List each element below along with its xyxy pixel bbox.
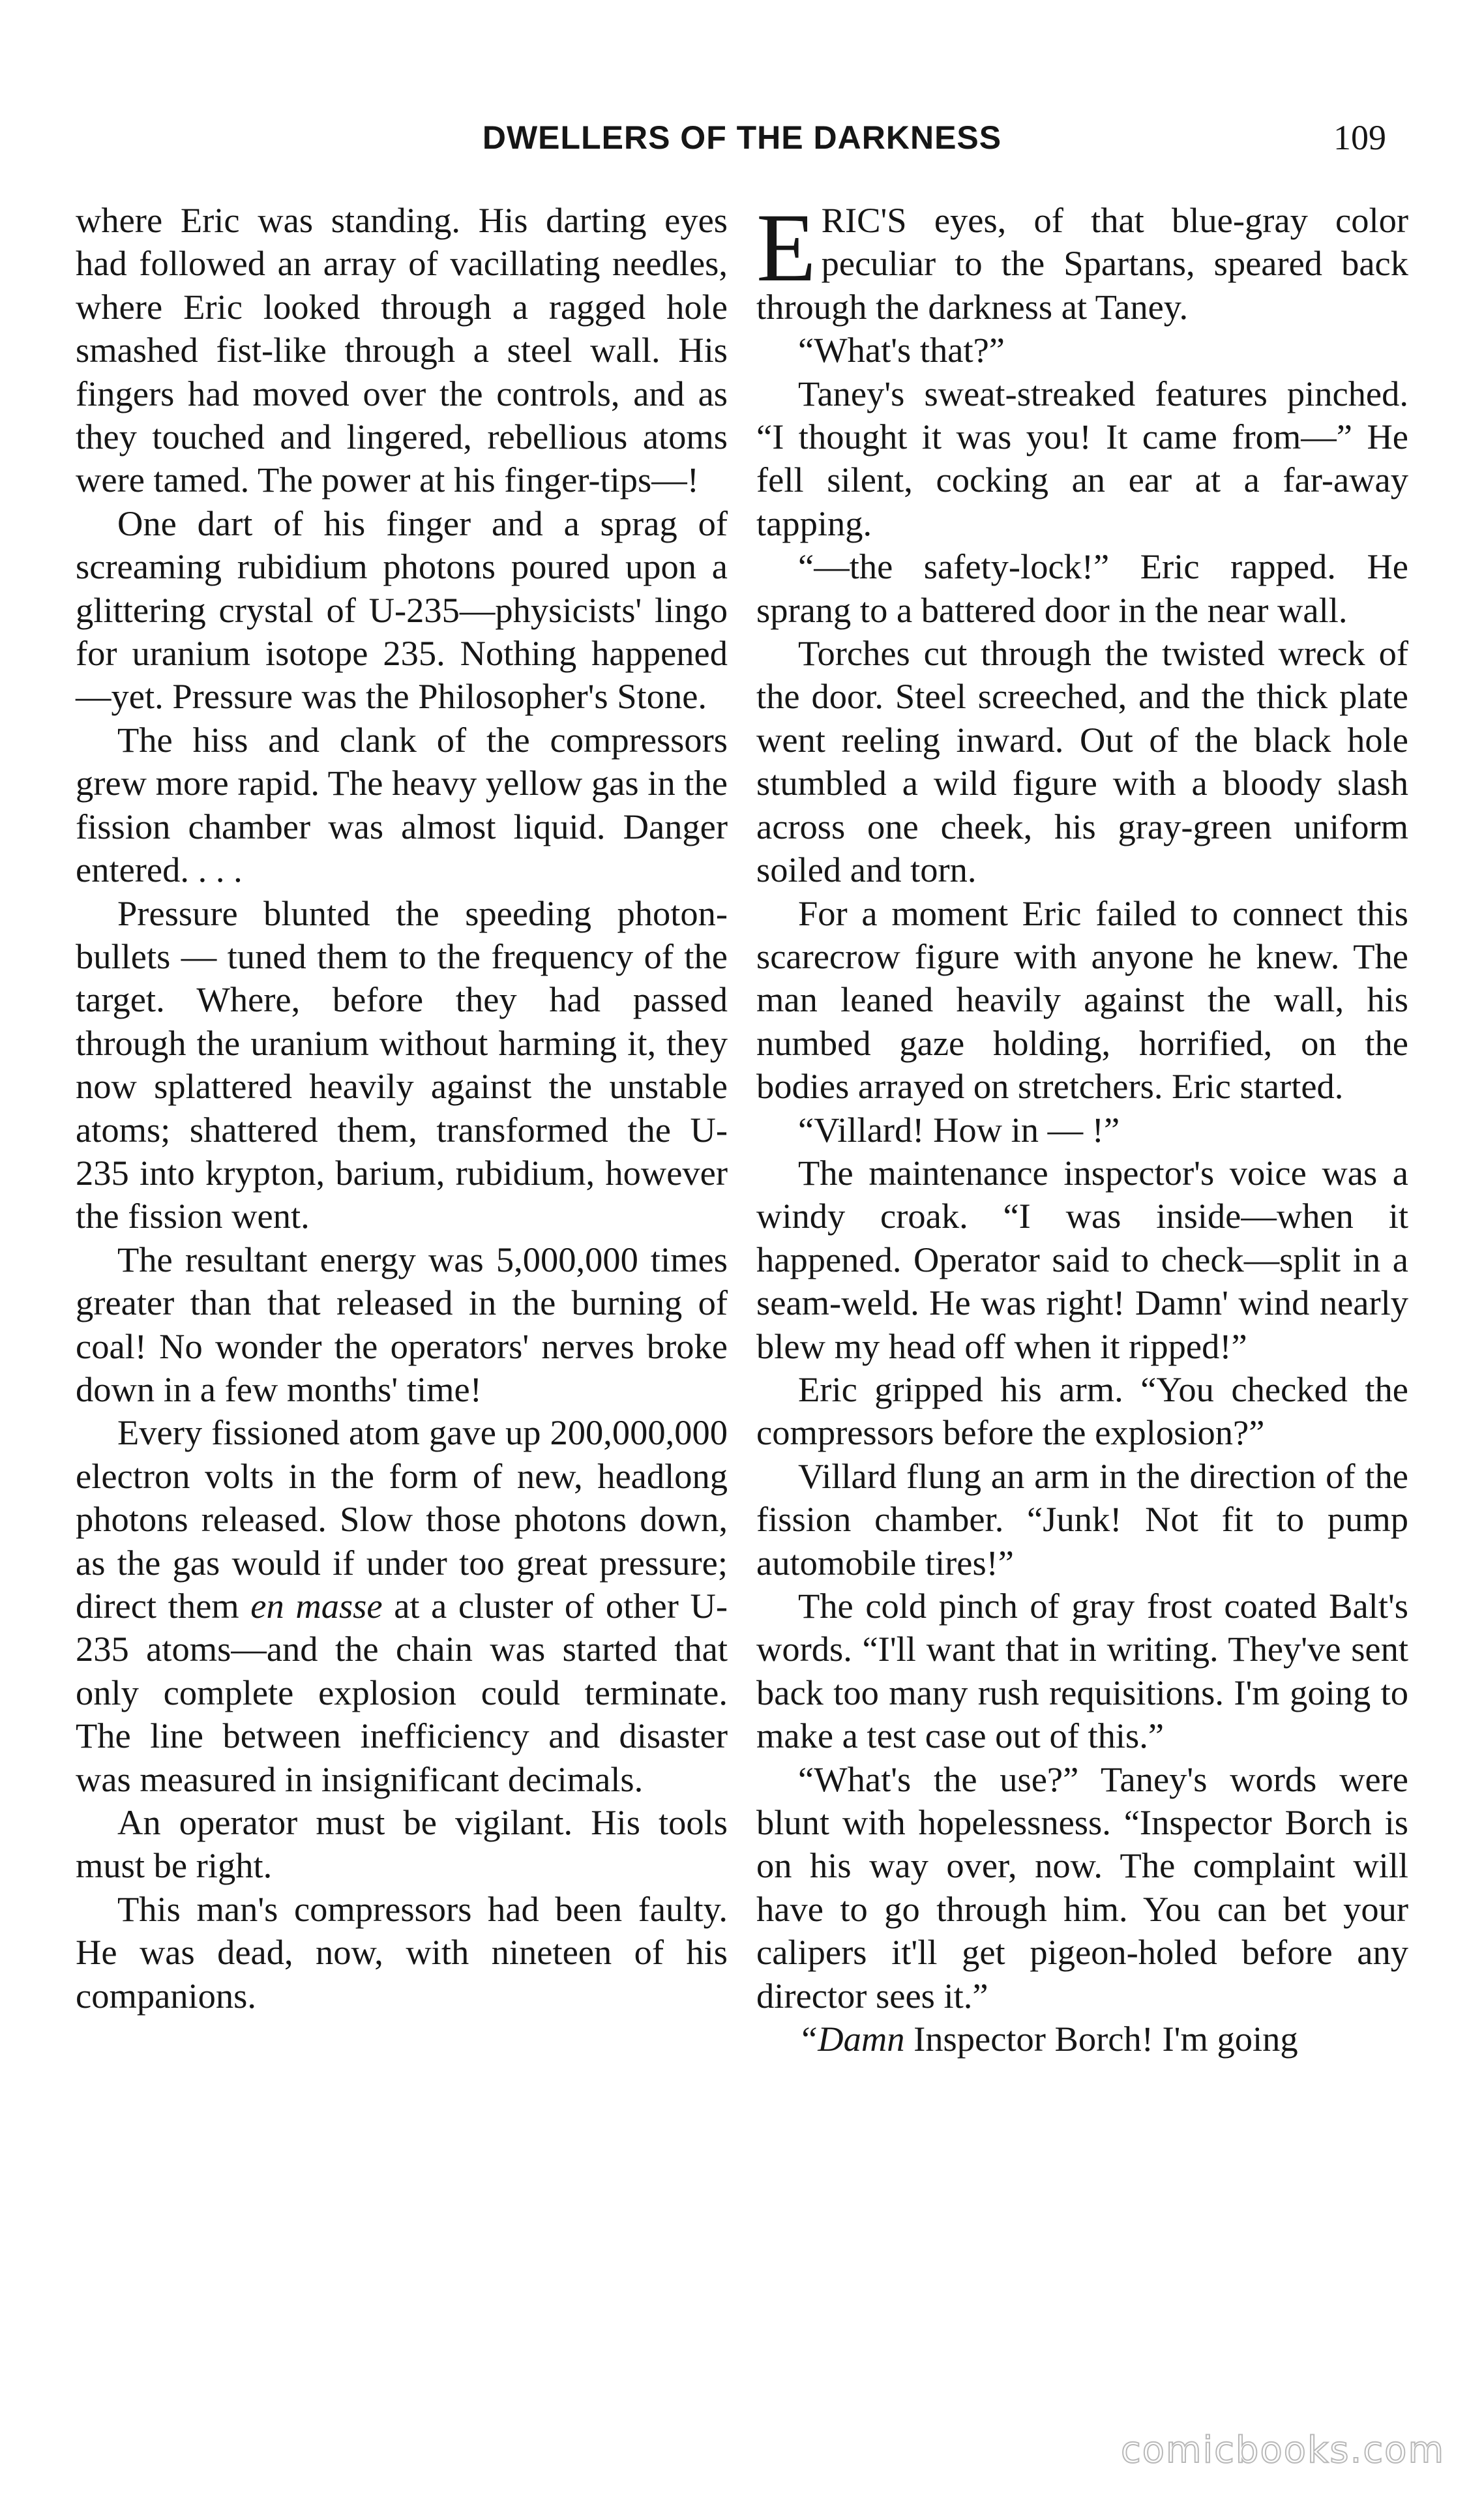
- paragraph: Villard flung an arm in the direction of the fission chamber. “Junk! Not fit to pump automobile tires!”: [756, 1455, 1408, 1583]
- paragraph: Torches cut through the twisted wreck of the door. Steel screeched, and the thick plate went reeling inward. Out of the black hole stumbled a wild figure with a bloody slash across one cheek, his gray-green uniform soiled and torn.: [756, 633, 1408, 890]
- italic-phrase: en masse: [250, 1586, 383, 1626]
- paragraph: [756, 2018, 1408, 2061]
- paragraph: [76, 1411, 728, 1801]
- paragraph: This man's compressors had been faulty. He was dead, now, with nineteen of his companions.: [76, 1888, 728, 2016]
- paragraph: Eric gripped his arm. “You checked the compressors before the explosion?”: [756, 1369, 1408, 1453]
- right-column: [756, 194, 1408, 2061]
- paragraph: The maintenance inspector's voice was a windy croak. “I was inside—when it happened. Operator said to check—split in a seam-weld. He was right! Damn' wind nearly blew my head off when it ripped!”: [756, 1152, 1408, 1366]
- paragraph: “Villard! How in — !”: [798, 1109, 1120, 1150]
- page-number: 109: [1333, 118, 1386, 157]
- paragraph-text: Inspector Borch! I'm going: [904, 2019, 1298, 2059]
- paragraph: The hiss and clank of the compressors grew more rapid. The heavy yellow gas in the fission chamber was almost liquid. Danger entered. . . .: [76, 719, 728, 890]
- page-header: [0, 111, 1484, 163]
- paragraph: The cold pinch of gray frost coated Balt's words. “I'll want that in writing. They've sent back too many rush requisitions. I'm going to make a test case out of this.”: [756, 1586, 1408, 1756]
- paragraph-text: RIC'S eyes, of that blue-gray color peculiar to the Spartans, speared back through the darkness at Taney.: [756, 200, 1408, 327]
- paragraph: “—the safety-lock!” Eric rapped. He sprang to a battered door in the near wall.: [756, 546, 1408, 630]
- opening-paragraph: [756, 194, 1408, 329]
- italic-phrase: “Damn: [798, 2019, 905, 2059]
- paragraph: An operator must be vigilant. His tools must be right.: [76, 1802, 728, 1886]
- paragraph: “What's the use?” Taney's words were blunt with hopelessness. “Inspector Borch is on his way over, now. The complaint will have to go through him. You can bet your calipers it'll get pigeon-holed before any director sees it.”: [756, 1759, 1408, 2016]
- paragraph: Pressure blunted the speeding photon-bullets — tuned them to the frequency of the target. Where, before they had passed through the uranium without harming it, they now splattered heavily against the unstable atoms; shattered them, transformed the U-235 into krypton, barium, rubidium, however the fission went.: [76, 893, 728, 1236]
- watermark: comicbooks.com: [1120, 2429, 1445, 2471]
- paragraph-text: at a cluster of other U-235 atoms—and the chain was started that only complete explosion could terminate. The line between inefficiency and disaster was measured in insignificant decimals.: [76, 1586, 728, 1799]
- left-column: [76, 199, 728, 2018]
- drop-cap: E: [756, 194, 816, 302]
- paragraph: “What's that?”: [798, 330, 1005, 370]
- paragraph: One dart of his finger and a sprag of screaming rubidium photons poured upon a glittering crystal of U-235—physicists' lingo for uranium isotope 235. Nothing happened—yet. Pressure was the Philosopher's Stone.: [76, 503, 728, 717]
- paragraph: Taney's sweat-streaked features pinched. “I thought it was you! It came from—” He fell silent, cocking an ear at a far-away tapping.: [756, 373, 1408, 543]
- paragraph-text: Every fissioned atom gave up 200,000,000 electron volts in the form of new, headlong photons released. Slow those photons down, as the gas would if under too great pressure; direct them: [76, 1412, 728, 1626]
- paragraph: where Eric was standing. His darting eyes had followed an array of vacillating needles, where Eric looked through a ragged hole smashed fist-like through a steel wall. His fingers had moved over the controls, and as they touched and lingered, rebellious atoms were tamed. The power at his finger-tips—!: [76, 200, 728, 500]
- paragraph: The resultant energy was 5,000,000 times greater than that released in the burning of coal! No wonder the operators' nerves broke down in a few months' time!: [76, 1239, 728, 1409]
- running-title: DWELLERS OF THE DARKNESS: [482, 119, 1002, 156]
- paragraph: For a moment Eric failed to connect this scarecrow figure with anyone he knew. The man leaned heavily against the wall, his numbed gaze holding, horrified, on the bodies arrayed on stretchers. Eric started.: [756, 893, 1408, 1107]
